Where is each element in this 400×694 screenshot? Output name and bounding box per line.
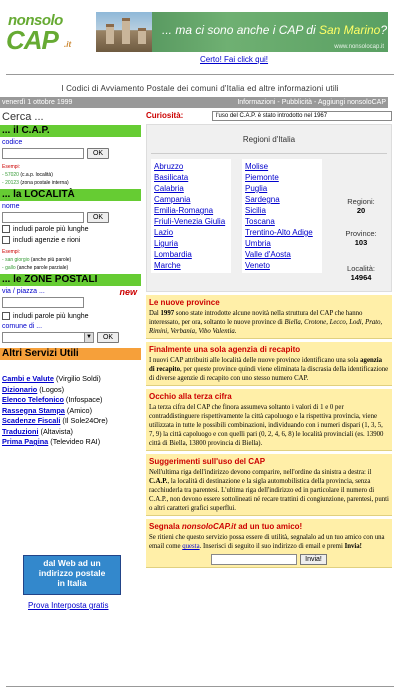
list-item: Cambi e Valute (Virgilio Soldi): [2, 374, 101, 383]
service-link-cambi[interactable]: Cambi e Valute: [2, 374, 54, 383]
interposta-ad[interactable]: dal Web ad un indirizzo postale in Italia: [23, 555, 121, 595]
region-link[interactable]: Basilicata: [154, 173, 189, 182]
cap-ok-button[interactable]: OK: [87, 148, 109, 159]
service-link-prima-pagina[interactable]: Prima Pagina: [2, 437, 49, 446]
region-link[interactable]: Molise: [245, 162, 269, 171]
regions-col-1: [151, 159, 231, 273]
list-item: Rassegna Stampa (Amico): [2, 405, 93, 415]
zone-field-label: via / piazza ...: [2, 288, 45, 295]
regions-col-2: [242, 159, 322, 273]
cap-example-1[interactable]: 57020: [5, 172, 19, 178]
main-content: [146, 110, 392, 568]
stat-localita: Località: 14964: [347, 264, 375, 282]
list-item: Traduzioni (Altavista): [2, 426, 73, 436]
service-link-scadenze[interactable]: Scadenze Fiscali: [2, 416, 61, 425]
comune-select[interactable]: [2, 332, 94, 343]
new-badge: new: [119, 287, 137, 297]
section-localita: ... la LOCALITÀ: [0, 189, 141, 201]
region-link[interactable]: Umbria: [245, 239, 271, 248]
curiosity-text: l'uso del C.A.P. è stato introdotto nel 1967: [212, 111, 392, 121]
stat-regioni: Regioni: 20: [347, 197, 375, 215]
logo-suffix: .it: [64, 40, 72, 49]
region-link[interactable]: Sardegna: [245, 195, 280, 204]
news-item-single-agency: Finalmente una sola agenzia di recapito I nuovi CAP attribuiti alle località delle nuove province identificano una sola agenzia di recapito, per queste province quindi viene eliminata la discrasia della identificazione di diverse agenzie di recapito con uno stesso numero CAP.: [146, 342, 392, 386]
list-item: Scadenze Fiscali (Il Sole24Ore): [2, 416, 108, 425]
region-link[interactable]: Calabria: [154, 184, 184, 193]
region-link[interactable]: Veneto: [245, 261, 270, 270]
section-zone-postali: ... le ZONE POSTALI: [0, 274, 141, 286]
regions-title: Regioni d'Italia: [242, 135, 296, 144]
link-informazioni[interactable]: Informazioni: [237, 99, 276, 106]
stat-province: Province: 103: [345, 229, 377, 247]
news-item-third-digit: Occhio alla terza cifra La terza cifra del CAP che finora assumeva soltanto i valori di 1 e 0 per contraddistinguere rispettivamente la città capoluogo e la rispettiva provincia, viene utilizzata in tutte le possibili combinazioni, individuando con i numeri dispari (1, 3, 5, 7, 9) la città capoluogo e con quelli pari (0, 2, 4, 6, 8) le località provinciali (es. 13900 città di Biella, 13800 provincia di Biella).: [146, 389, 392, 451]
region-link[interactable]: Campania: [154, 195, 191, 204]
banner-click-link[interactable]: Certo! Fai click qui!: [200, 55, 269, 64]
cap-field-label: codice: [2, 139, 23, 146]
divider: [6, 74, 394, 75]
link-pubblicita[interactable]: Pubblicità: [281, 99, 313, 106]
top-links: Informazioni - Pubblicità - Aggiungi nonsoloCAP: [237, 99, 386, 106]
section-services: Altri Servizi Utili: [0, 348, 141, 360]
region-link[interactable]: Liguria: [154, 239, 179, 248]
region-link[interactable]: Valle d'Aosta: [245, 250, 291, 259]
region-link[interactable]: Emilia-Romagna: [154, 206, 214, 215]
interposta-link[interactable]: Prova Interposta gratis: [28, 601, 109, 610]
chevron-down-icon: ▼: [84, 333, 93, 342]
zone-ok-button[interactable]: OK: [97, 332, 119, 343]
search-title: Cerca ...: [2, 111, 44, 123]
logo-line1: nonsolo: [8, 12, 63, 29]
castle-image: [96, 12, 152, 52]
localita-ok-button[interactable]: OK: [87, 212, 109, 223]
news-item-new-provinces: Le nuove province Dal 1997 sono state introdotte alcune novità nella struttura del CAP che hanno interessato, per ora, soltanto le nuove province di Biella, Crotone, Lecco, Lodi, Prato, Rimini, Verbania, Vibo Valentia.: [146, 295, 392, 339]
list-item: Elenco Telefonico (Infospace): [2, 395, 103, 404]
street-input[interactable]: [2, 297, 84, 308]
comune-label: comune di ...: [2, 323, 43, 330]
region-link[interactable]: Toscana: [245, 217, 275, 226]
service-link-elenco[interactable]: Elenco Telefonico: [2, 395, 64, 404]
region-link[interactable]: Friuli-Venezia Giulia: [154, 217, 226, 226]
services-list: [2, 374, 139, 448]
region-link[interactable]: Puglia: [245, 184, 268, 193]
zone-longer-words-checkbox[interactable]: [2, 312, 10, 320]
service-link-traduzioni[interactable]: Traduzioni: [2, 426, 39, 436]
logo-line2: CAP: [6, 25, 58, 55]
region-link[interactable]: Piemonte: [245, 173, 279, 182]
curiosity-bar: [146, 110, 392, 121]
region-link[interactable]: Sicilia: [245, 206, 266, 215]
regions-panel: [146, 124, 392, 292]
region-link[interactable]: Trentino-Alto Adige: [245, 228, 313, 237]
region-link[interactable]: Marche: [154, 261, 181, 270]
link-aggiungi[interactable]: Aggiungi nonsoloCAP: [317, 99, 386, 106]
san-marino-banner[interactable]: [96, 12, 388, 52]
send-button[interactable]: Invia!: [300, 554, 327, 565]
service-link-rassegna[interactable]: Rassegna Stampa: [2, 405, 65, 415]
cap-input[interactable]: [2, 148, 84, 159]
localita-agencies-checkbox[interactable]: [2, 236, 10, 244]
footer-divider: [6, 686, 394, 687]
left-sidebar: Cerca ... ... il C.A.P. codice OK Esempi: - 57020 (c.a.p. località) - 20123 (zona postale interna) ... la LOCALITÀ nome OK includi parole più lunghe includi agenzie e rioni Esempi: - san giorgio (anche più parole) - gallo (anche parole parziale) ... le ZONE POSTALI via / piazza ... new includi parole più lunghe comune di ... ▼ OK Altri Servizi Utili Cambi e Valute (Virgilio Soldi) Dizionario (Logos) Elenco Telefonico (Infospace) Rassegna Stampa (Amico) Scadenze Fiscali (Il Sole24Ore) Traduzioni (Altavista) Prima Pagina (Televideo RAI): [0, 110, 141, 451]
curiosity-label: Curiosità:: [146, 111, 184, 120]
localita-field-label: nome: [2, 203, 20, 210]
list-item: Dizionario (Logos): [2, 384, 65, 394]
site-logo[interactable]: [6, 12, 80, 62]
region-link[interactable]: Lombardia: [154, 250, 192, 259]
cap-example-2[interactable]: 20123: [5, 180, 19, 186]
localita-longer-words-checkbox[interactable]: [2, 225, 10, 233]
region-link[interactable]: Lazio: [154, 228, 174, 237]
current-date: venerdì 1 ottobre 1999: [2, 99, 73, 106]
localita-example-1[interactable]: san giorgio: [5, 257, 30, 263]
region-link[interactable]: Abruzzo: [154, 162, 184, 171]
friend-referral-box: Segnala nonsoloCAP.it ad un tuo amico! Se ritieni che questo servizio possa essere di utilità, segnalalo ad un tuo amico con una email come questa. Inserisci di seguito il suo indirizzo di email e premi Invia! Invia!: [146, 519, 392, 568]
page-slogan: I Codici di Avviamento Postale dei comuni d'Italia ed altre informazioni utili: [61, 84, 339, 93]
friend-email-input[interactable]: [211, 554, 297, 565]
banner-text: ... ma ci sono anche i CAP di San Marino?: [162, 23, 388, 37]
section-cap: ... il C.A.P.: [0, 125, 141, 137]
service-link-dizionario[interactable]: Dizionario: [2, 384, 38, 394]
localita-example-2[interactable]: gallo: [5, 265, 16, 271]
date-bar: [0, 97, 388, 108]
news-item-suggestions: Suggerimenti sull'uso del CAP Nell'ultima riga dell'indirizzo devono comparire, nell'ordine da sinistra a destra: il C.A.P., la località di destinazione e la sigla automobilistica della provincia, senza racchiuderla tra parentesi. L'ultima riga dell'indirizzo ed in particolare il numero di C.A.P., non devono essere sottolineati né recare trattini di congiunzione, parentesi, punti o altri caratteri grafici superflui.: [146, 454, 392, 516]
list-item: Prima Pagina (Televideo RAI): [2, 437, 101, 446]
banner-url: www.nonsolocap.it: [334, 44, 384, 50]
localita-input[interactable]: [2, 212, 84, 223]
sample-email-link[interactable]: questa: [182, 543, 200, 550]
